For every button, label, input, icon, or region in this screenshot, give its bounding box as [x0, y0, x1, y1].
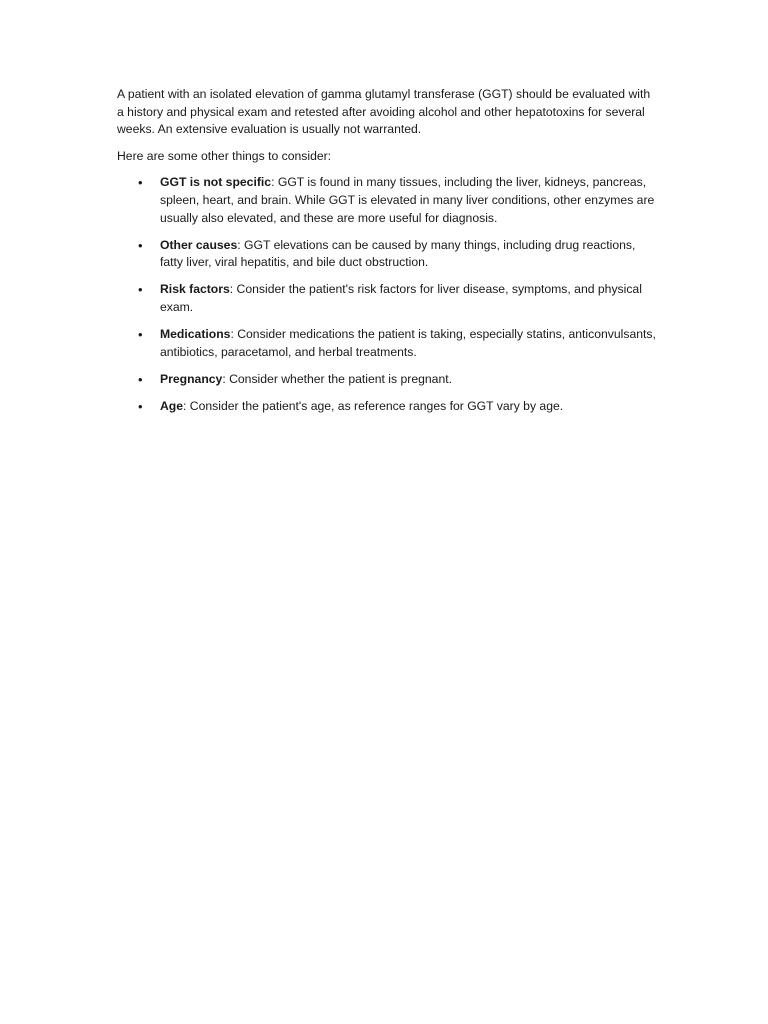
item-term: Pregnancy	[160, 371, 223, 386]
list-item	[138, 398, 657, 416]
consideration-list	[117, 174, 657, 415]
bullet-icon: •	[138, 371, 143, 387]
bullet-icon: •	[138, 327, 143, 343]
item-term: Other causes	[160, 237, 238, 252]
item-text: : Consider medications the patient is taking, especially statins, anticonvulsants, antibiotics, paracetamol, and herbal treatments.	[160, 327, 656, 359]
item-term: Age	[160, 398, 184, 413]
bullet-icon: •	[138, 175, 143, 191]
item-term: Medications	[160, 327, 231, 342]
item-text: : GGT elevations can be caused by many things, including drug reactions, fatty liver, viral hepatitis, and bile duct obstruction.	[160, 237, 636, 270]
list-item	[138, 326, 657, 361]
bullet-icon: •	[138, 237, 143, 253]
lead-paragraph: Here are some other things to consider:	[117, 148, 332, 163]
list-item	[138, 281, 657, 316]
item-text: : GGT is found in many tissues, including the liver, kidneys, pancreas, spleen, heart, and brain. While GGT is elevated in many liver conditions, other enzymes are usually also elevated, and these are more useful for diagnosis.	[160, 175, 655, 225]
item-text: : Consider whether the patient is pregnant.	[222, 371, 452, 386]
item-term: GGT is not specific	[160, 175, 272, 190]
bullet-icon: •	[138, 398, 143, 414]
item-text: : Consider the patient's age, as reference ranges for GGT vary by age.	[183, 398, 564, 413]
document-body	[117, 86, 657, 425]
item-text: : Consider the patient's risk factors for liver disease, symptoms, and physical exam.	[160, 282, 642, 314]
bullet-icon: •	[138, 282, 143, 298]
list-item	[138, 174, 657, 227]
intro-paragraph: A patient with an isolated elevation of gamma glutamyl transferase (GGT) should be evaluated with a history and physical exam and retested after avoiding alcohol and other hepatotoxins for several weeks. An extensive evaluation is usually not warranted.	[117, 87, 651, 137]
list-item	[138, 237, 657, 272]
item-term: Risk factors	[160, 282, 230, 297]
list-item	[138, 371, 657, 389]
